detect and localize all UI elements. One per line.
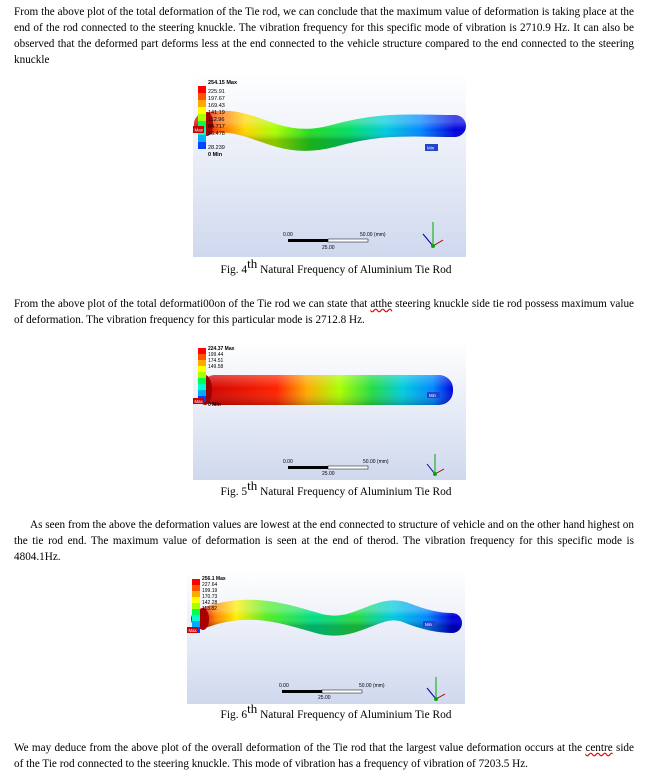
min-tag: Min [427, 145, 435, 151]
legend-value: 174.51 [208, 358, 224, 364]
axis-triad-icon [427, 677, 445, 701]
legend-value: 141.19 [208, 110, 225, 116]
legend-value: 56.478 [208, 131, 225, 137]
legend-value: 170.73 [202, 594, 218, 600]
svg-text:50.00 (mm): 50.00 (mm) [360, 232, 386, 238]
svg-text:0.00: 0.00 [283, 459, 293, 465]
legend-min-label: 0 Min [208, 152, 223, 158]
figure-5-caption: Fig. 5th Natural Frequency of Aluminium Tie Rod [220, 478, 452, 498]
legend-value: 225.91 [208, 89, 225, 95]
max-tag: Max [188, 628, 197, 633]
max-tag: Max [194, 399, 203, 404]
figure-5-plot [193, 342, 466, 480]
legend-value: 227.64 [202, 582, 218, 588]
svg-text:25.00: 25.00 [318, 695, 331, 701]
figure-6-plot [187, 571, 465, 704]
svg-text:0.00: 0.00 [283, 232, 293, 238]
legend-value: 84.717 [208, 124, 225, 130]
min-tag: Min [425, 622, 432, 627]
legend-color-bar [198, 348, 206, 402]
legend-max-label: 254.15 Max [208, 80, 238, 86]
legend-max-label: 256.1 Max [202, 576, 226, 582]
svg-text:25.00: 25.00 [322, 245, 335, 251]
legend-max-label: 224.37 Max [208, 346, 235, 352]
scale-bar [283, 232, 386, 251]
paragraph-2: From the above plot of the total deformati00on of the Tie rod we can state that atthe steering knuckle side tie rod possess maximum value of deformation. The vibration frequency for this particular mode is 2712.8 Hz. [14, 298, 635, 326]
legend-value: 199.19 [202, 588, 218, 594]
paragraph-3: As seen from the above the deformation values are lowest at the end connected to structure of vehicle and on the other hand highest on the tie rod end. The maximum value of deformation is seen at the end of therod. The vibration frequency for this specific mode is 4804.1Hz. [14, 519, 634, 563]
legend-value: 113.82 [202, 606, 217, 612]
legend-color-bar [192, 579, 200, 633]
legend-value: 149.58 [208, 364, 224, 370]
figure-6-caption: Fig. 6th Natural Frequency of Aluminium Tie Rod [220, 701, 452, 721]
svg-text:25.00: 25.00 [322, 471, 335, 477]
scale-bar [283, 459, 389, 477]
legend-min-label: 0 Min [208, 402, 221, 408]
svg-text:50.00 (mm): 50.00 (mm) [363, 459, 389, 465]
legend-value: 199.44 [208, 352, 224, 358]
scale-bar [279, 683, 385, 701]
paragraph-4: We may deduce from the above plot of the overall deformation of the Tie rod that the largest value deformation occurs at the centre side of the Tie rod connected to the steering knuckle. This mode of vibration has a frequency of vibration of 7203.5 Hz. [14, 742, 634, 770]
svg-text:0.00: 0.00 [279, 683, 289, 689]
svg-text:50.00 (mm): 50.00 (mm) [359, 683, 385, 689]
min-tag: Min [429, 393, 436, 398]
axis-triad-icon [423, 222, 443, 248]
legend-value: 197.67 [208, 96, 225, 102]
spellcheck-flag: atthe [370, 298, 393, 310]
figure-4-plot [193, 74, 466, 257]
legend-value: 112.96 [208, 117, 225, 123]
max-tag: Max [194, 127, 204, 133]
axis-triad-icon [427, 454, 444, 476]
legend-value: 28.239 [208, 145, 225, 151]
legend-value: 142.28 [202, 600, 218, 606]
figure-4-caption: Fig. 4th Natural Frequency of Aluminium Tie Rod [220, 256, 452, 276]
legend-color-bar [198, 86, 206, 149]
spellcheck-flag: centre [585, 742, 613, 754]
legend-value: 169.43 [208, 103, 225, 109]
paragraph-1: From the above plot of the total deformation of the Tie rod, we can conclude that the maximum value of deformation is taking place at the end of the rod connected to the steering knuckle. The vibration frequency for this specific mode of vibration is 2710.9 Hz. It can also be observed that the deformed part deforms less at the end connected to the vehicle structure compared to the end connected to the steering knuckle [14, 6, 634, 66]
